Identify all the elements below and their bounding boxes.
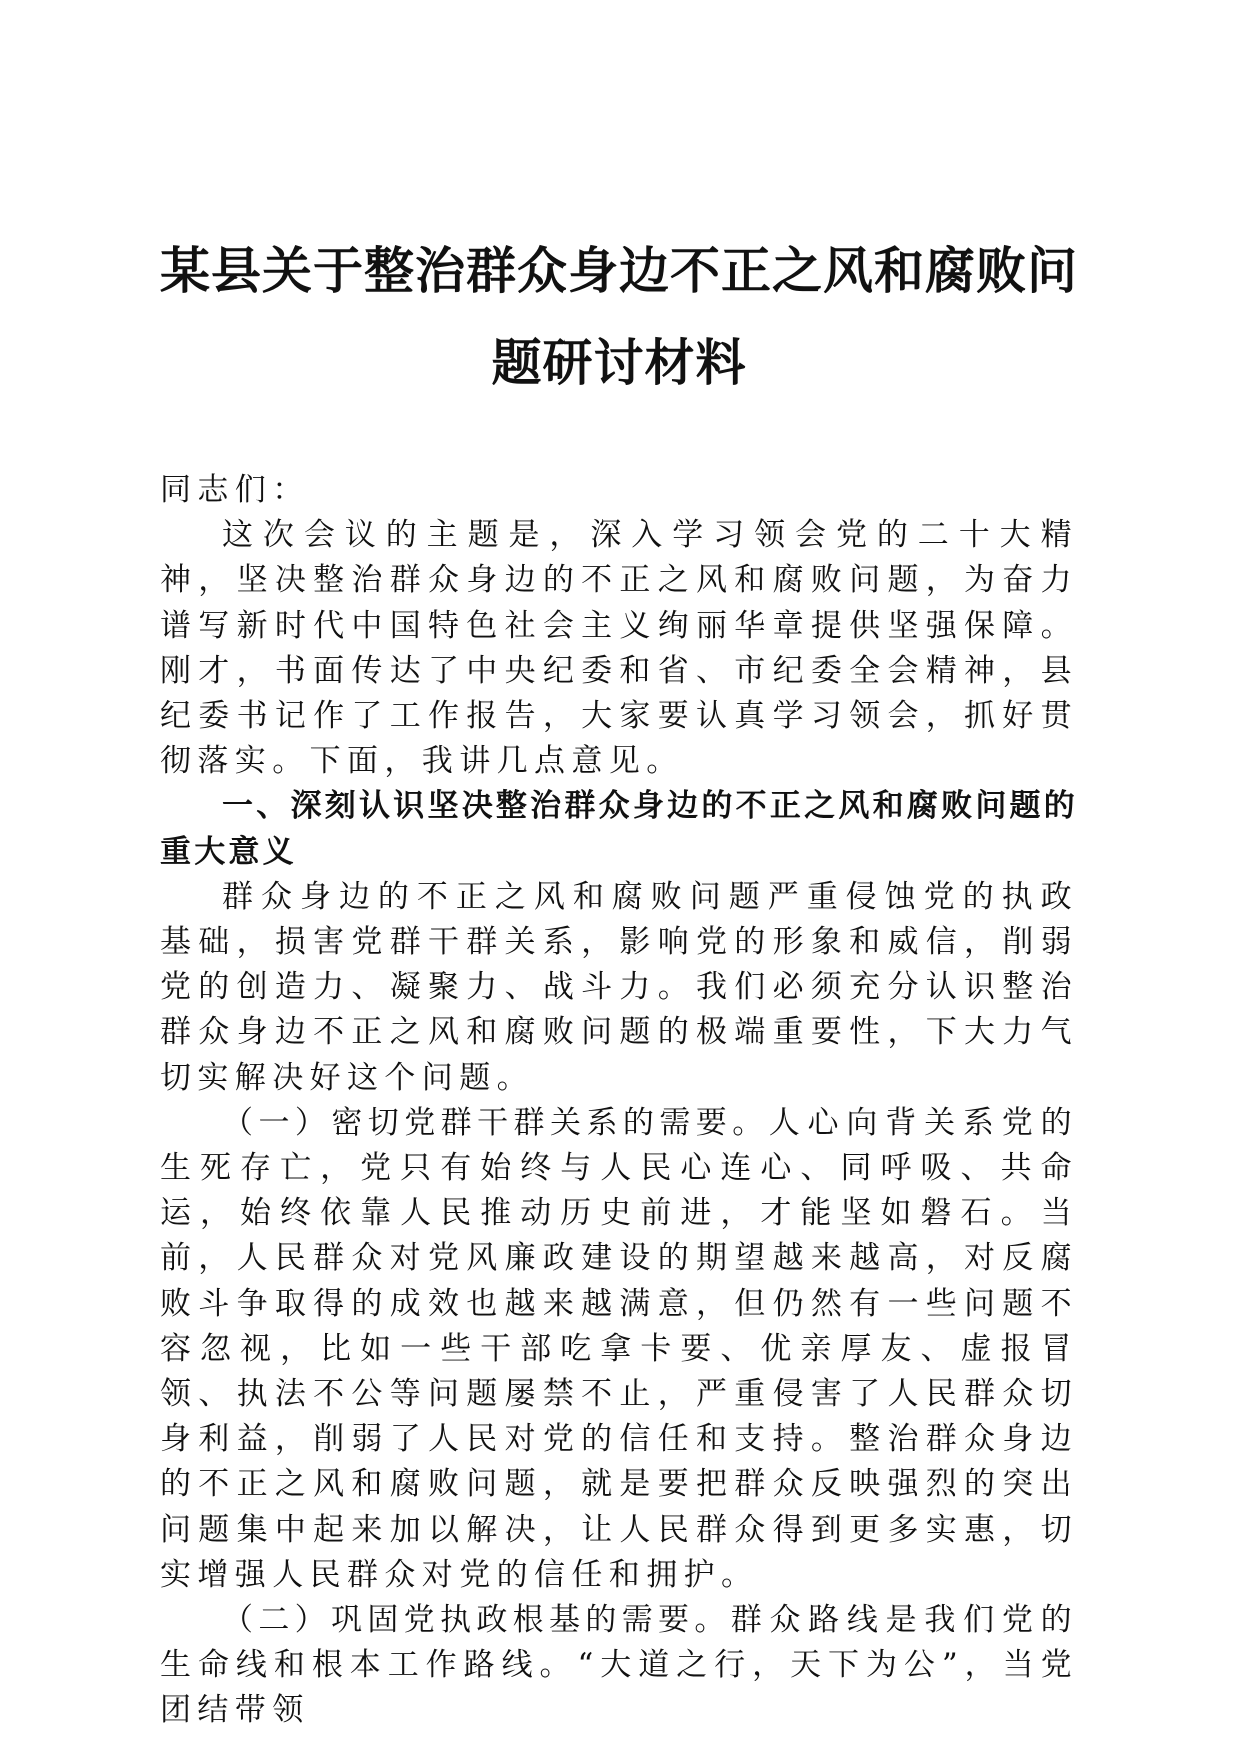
subsection-2-text: 群众路线是我们党的生命线和根本工作路线。“大道之行，天下为公”，当党团结带领 [160,1602,1078,1729]
salutation: 同志们： [160,472,310,508]
subsection-2-heading: （二）巩固党执政根基的需要。 [222,1602,731,1639]
subsection-1-text: 人心向背关系党的生死存亡，党只有始终与人民心连心、同呼吸、共命运，始终依靠人民推动历史前进，才能坚如磐石。当前，人民群众对党风廉政建设的期望越来越高，对反腐败斗争取得的成效也越来越满意，但仍然有一些问题不容忽视，比如一些干部吃拿卡要、优亲厚友、虚报冒领、执法不公等问题屡禁不止，严重侵害了人民群众切身利益，削弱了人民对党的信任和支持。整治群众身边的不正之风和腐败问题，就是要把群众反映强烈的突出问题集中起来加以解决，让人民群众得到更多实惠，切实增强人民群众对党的信任和拥护。 [160,1104,1079,1593]
document-title: 某县关于整治群众身边不正之风和腐败问题研讨材料 [160,241,1078,392]
subsection-1-paragraph [160,1101,1078,1598]
section-1-heading: 一、深刻认识坚决整治群众身边的不正之风和腐败问题的重大意义 [160,788,1078,870]
document-body [160,468,1078,1734]
intro-paragraph: 这次会议的主题是，深入学习领会党的二十大精神，坚决整治群众身边的不正之风和腐败问题，为奋力谱写新时代中国特色社会主义绚丽华章提供坚强保障。刚才，书面传达了中央纪委和省、市纪委全会精神，县纪委书记作了工作报告，大家要认真学习领会，抓好贯彻落实。下面，我讲几点意见。 [160,517,1078,780]
section-1-paragraph: 群众身边的不正之风和腐败问题严重侵蚀党的执政基础，损害党群干群关系，影响党的形象和威信，削弱党的创造力、凝聚力、战斗力。我们必须充分认识整治群众身边不正之风和腐败问题的极端重要性，下大力气切实解决好这个问题。 [160,878,1078,1096]
subsection-1-heading: （一）密切党群干群关系的需要。 [222,1104,769,1141]
subsection-2-paragraph [160,1598,1078,1734]
